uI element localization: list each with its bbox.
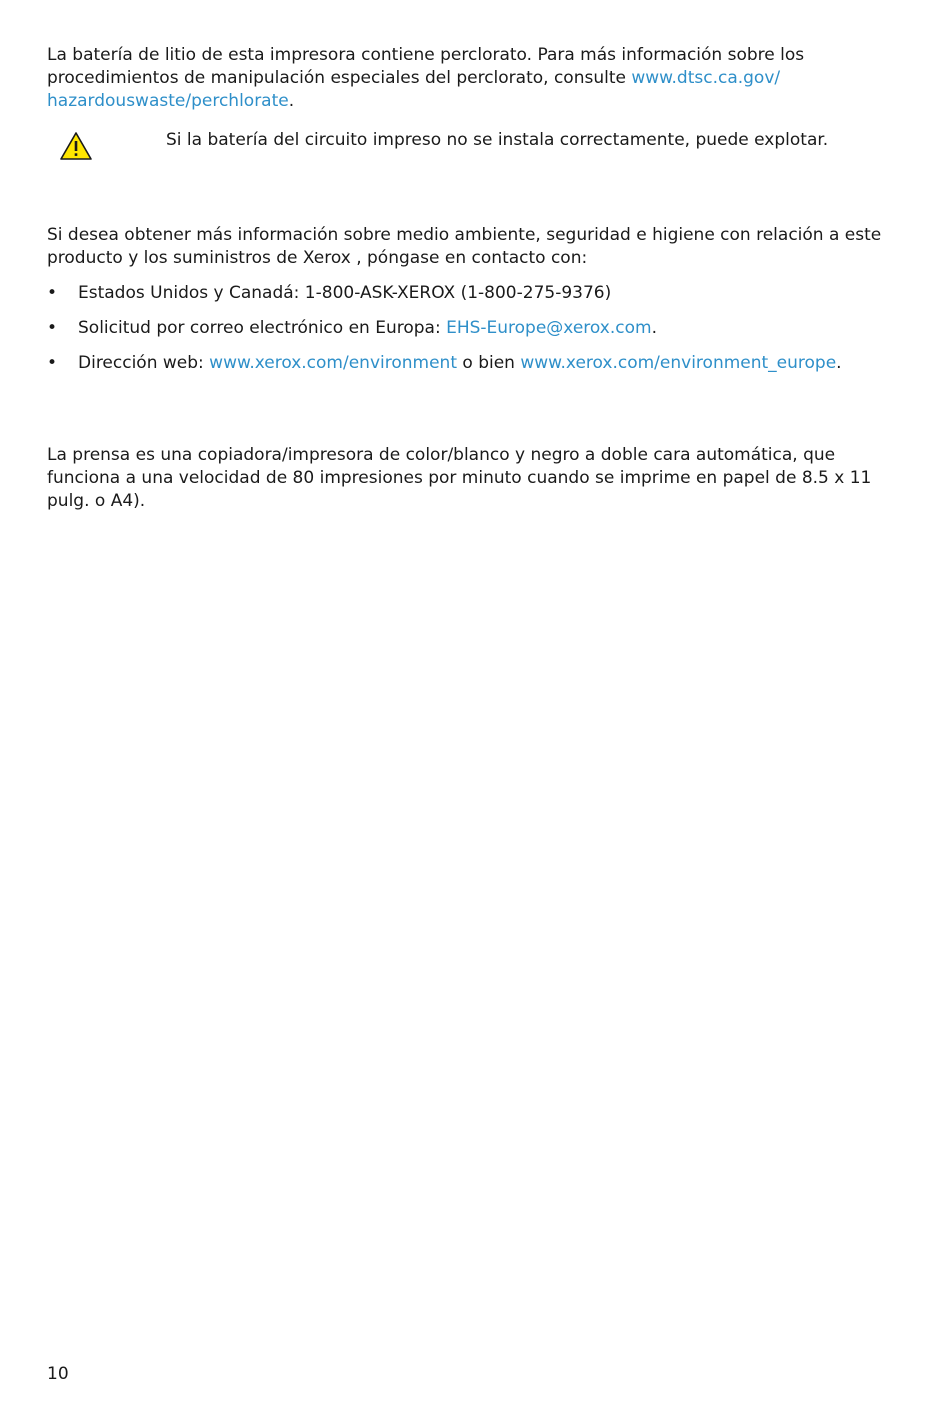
contact-intro: Si desea obtener más información sobre medio ambiente, seguridad e higiene con relación a este producto y los suministros de Xerox , póngase en contacto con: [47, 225, 882, 268]
perchlorate-text: La batería de litio de esta impresora contiene perclorato. Para más información sobre los procedimientos de manipulación especiales del perclorato, consulte [47, 45, 805, 88]
perchlorate-paragraph: La batería de litio de esta impresora contiene perclorato. Para más información sobre los procedimientos de manipulación especiales del perclorato, consulte www.dtsc.ca.gov/ hazardouswaste/perchlorate. [47, 45, 805, 111]
list-item: • Solicitud por correo electrónico en Europa: EHS-Europe@xerox.com. [47, 318, 657, 338]
contact-list [47, 282, 903, 375]
bullet-icon: • [47, 318, 58, 338]
list-item: • Dirección web: www.xerox.com/environment o bien www.xerox.com/environment_europe. [47, 353, 842, 373]
product-section [47, 444, 903, 513]
warning-notice [47, 129, 903, 169]
page-number: 10 [47, 1364, 69, 1384]
email-label: Solicitud por correo electrónico en Europa: [78, 318, 447, 338]
web-label: Dirección web: [78, 353, 210, 373]
perchlorate-link[interactable]: www.dtsc.ca.gov/ hazardouswaste/perchlorate [47, 68, 781, 111]
bullet-icon: • [47, 353, 58, 373]
contact-section [47, 224, 903, 375]
document-page [47, 44, 903, 513]
list-item [47, 282, 903, 305]
warning-triangle-icon [59, 131, 93, 161]
bullet-icon: • [47, 283, 58, 303]
xerox-environment-link[interactable]: www.xerox.com/environment [209, 353, 457, 373]
xerox-environment-europe-link[interactable]: www.xerox.com/environment_europe [520, 353, 837, 373]
warning-text: Si la batería del circuito impreso no se instala correctamente, puede explotar. [166, 130, 829, 150]
product-description: La prensa es una copiadora/impresora de color/blanco y negro a doble cara automática, que funciona a una velocidad de 80 impresiones por minuto cuando se imprime en papel de 8.5 x 11 pulg. o A4). [47, 445, 872, 511]
phone-contact: Estados Unidos y Canadá: 1-800-ASK-XEROX (1-800-275-9376) [78, 283, 612, 303]
ehs-europe-email-link[interactable]: EHS-Europe@xerox.com [446, 318, 652, 338]
